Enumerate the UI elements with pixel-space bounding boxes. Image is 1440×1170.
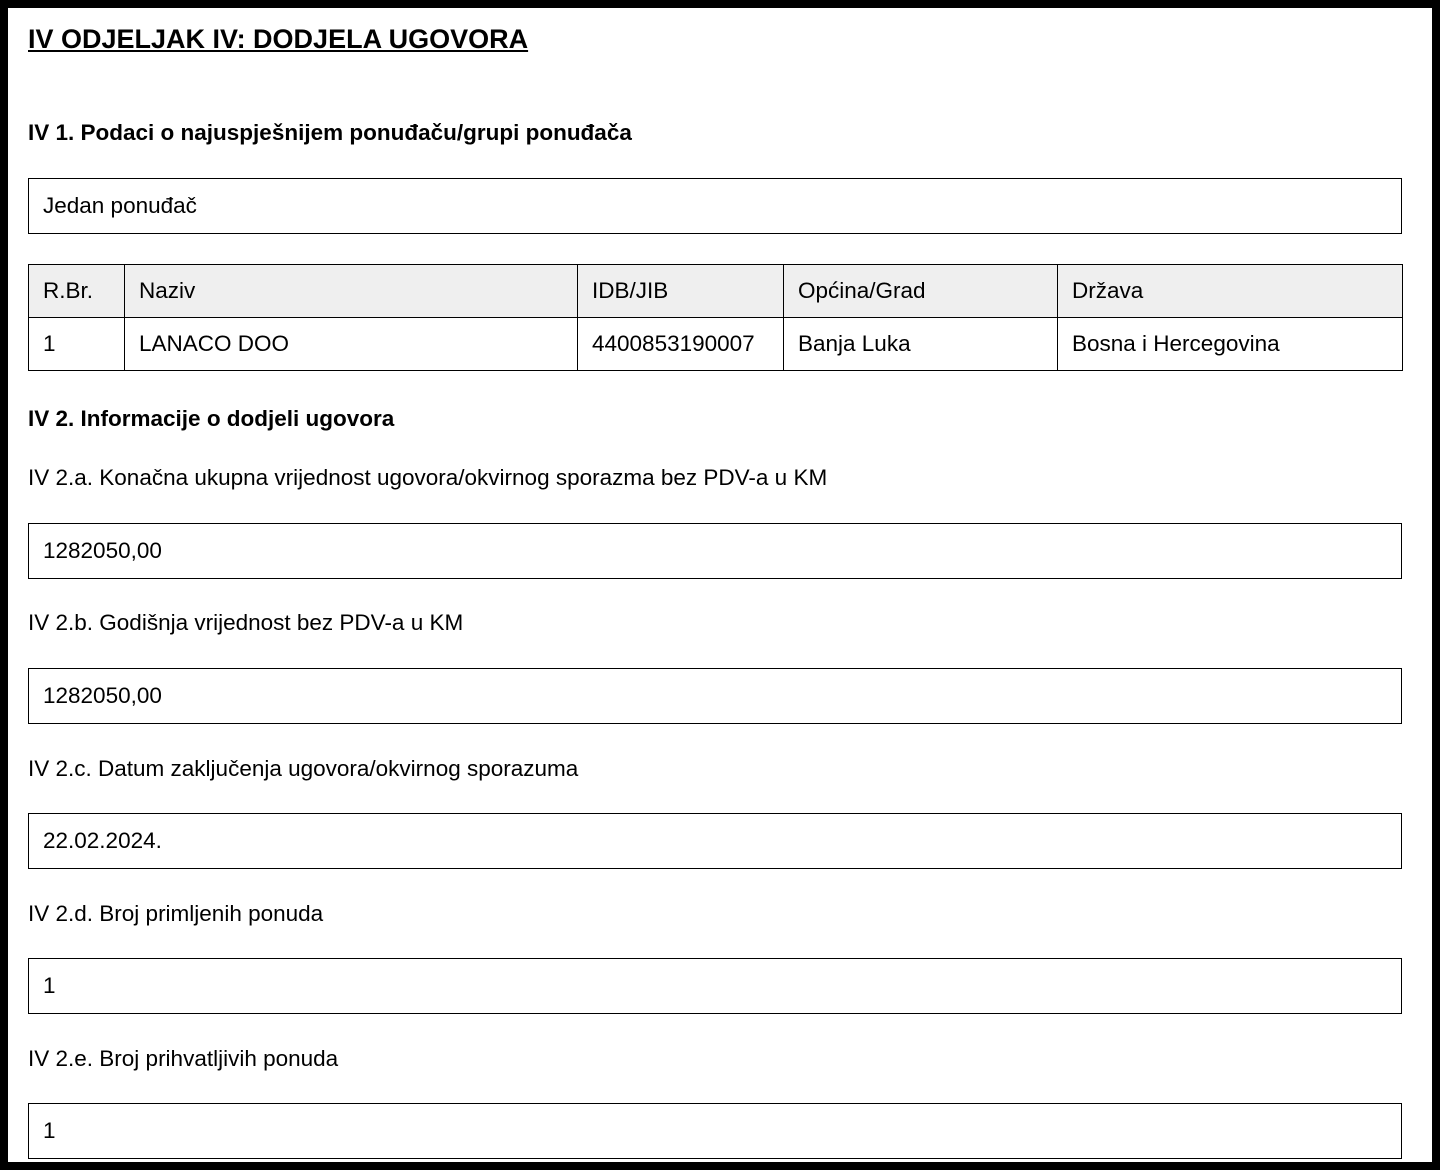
column-header-naziv: Naziv <box>125 265 578 318</box>
field-label-iv2d: IV 2.d. Broj primljenih ponuda <box>28 901 324 926</box>
cell-opcina-grad: Banja Luka <box>784 318 1058 371</box>
document-page <box>8 8 1432 1162</box>
cell-drzava: Bosna i Hercegovina <box>1058 318 1403 371</box>
table-row <box>29 318 1403 371</box>
field-label-iv2c: IV 2.c. Datum zaključenja ugovora/okvirnog sporazuma <box>28 756 579 781</box>
field-value-iv2c: 22.02.2024. <box>28 813 1402 869</box>
field-value-iv2b: 1282050,00 <box>28 668 1402 724</box>
field-label-iv2b: IV 2.b. Godišnja vrijednost bez PDV-a u KM <box>28 610 464 635</box>
field-value-iv2d: 1 <box>28 958 1402 1014</box>
cell-rbr: 1 <box>29 318 125 371</box>
table-header-row <box>29 265 1403 318</box>
column-header-idb-jib: IDB/JIB <box>578 265 784 318</box>
bidder-type-field: Jedan ponuđač <box>28 178 1402 234</box>
field-value-iv2e: 1 <box>28 1103 1402 1159</box>
column-header-opcina-grad: Općina/Grad <box>784 265 1058 318</box>
section-iv1-heading: IV 1. Podaci o najuspješnijem ponuđaču/grupi ponuđača <box>28 120 632 145</box>
field-value-iv2a: 1282050,00 <box>28 523 1402 579</box>
field-label-iv2e: IV 2.e. Broj prihvatljivih ponuda <box>28 1046 339 1071</box>
column-header-drzava: Država <box>1058 265 1403 318</box>
bidders-table <box>28 264 1403 371</box>
field-label-iv2a: IV 2.a. Konačna ukupna vrijednost ugovora/okvirnog sporazma bez PDV-a u KM <box>28 465 828 490</box>
column-header-rbr: R.Br. <box>29 265 125 318</box>
section-title: IV ODJELJAK IV: DODJELA UGOVORA <box>28 24 529 54</box>
cell-naziv: LANACO DOO <box>125 318 578 371</box>
cell-idb-jib: 4400853190007 <box>578 318 784 371</box>
section-iv2-heading: IV 2. Informacije o dodjeli ugovora <box>28 406 395 431</box>
